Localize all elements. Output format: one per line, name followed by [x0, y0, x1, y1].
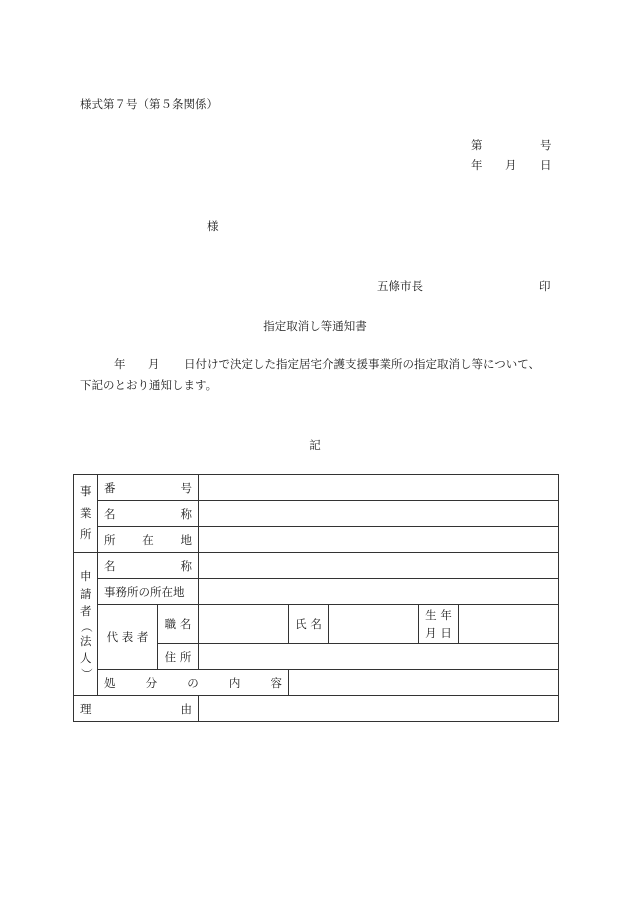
- issuer-name: 五條市長: [377, 279, 423, 293]
- disposition-label: 処 分 の 内 容: [98, 670, 289, 696]
- rep-birth-label: 生 年 月 日: [419, 605, 459, 644]
- office-number-label: 番 号: [98, 475, 199, 501]
- office-address-field[interactable]: [199, 527, 559, 553]
- rep-birth-field[interactable]: [459, 605, 559, 644]
- rep-title-field[interactable]: [199, 605, 289, 644]
- date-year: 年: [471, 158, 483, 172]
- reason-field[interactable]: [199, 696, 559, 722]
- page-title: 指定取消し等通知書: [263, 319, 367, 333]
- ki-heading: 記: [309, 438, 321, 452]
- applicant-address-field[interactable]: [199, 579, 559, 605]
- applicant-group-label: 申 請 者 （ 法 人 ）: [74, 553, 98, 696]
- applicant-address-label: 事務所の所在地: [98, 579, 199, 605]
- office-address-label: 所 在 地: [98, 527, 199, 553]
- addressee-suffix: 様: [207, 219, 219, 233]
- rep-name-field[interactable]: [329, 605, 419, 644]
- office-name-label: 名 称: [98, 501, 199, 527]
- reason-label: 理 由: [74, 696, 199, 722]
- date-day: 日: [540, 158, 552, 172]
- representative-label: 代 表 者: [98, 605, 158, 670]
- notice-table: [73, 474, 559, 722]
- body-month: 月: [148, 357, 160, 371]
- body-year: 年: [114, 357, 126, 371]
- rep-address-label: 住 所: [158, 644, 199, 670]
- doc-number-prefix: 第: [471, 138, 483, 152]
- body-line2: 下記のとおり通知します。: [80, 378, 218, 392]
- rep-name-label: 氏 名: [289, 605, 329, 644]
- body-line1: 日付けで決定した指定居宅介護支援事業所の指定取消し等について、: [184, 357, 541, 371]
- rep-address-field[interactable]: [199, 644, 559, 670]
- date-month: 月: [505, 158, 517, 172]
- applicant-name-field[interactable]: [199, 553, 559, 579]
- office-group-label: 事 業 所: [74, 475, 98, 553]
- disposition-field[interactable]: [289, 670, 559, 696]
- applicant-name-label: 名 称: [98, 553, 199, 579]
- office-name-field[interactable]: [199, 501, 559, 527]
- seal-mark: 印: [539, 279, 551, 293]
- rep-title-label: 職 名: [158, 605, 199, 644]
- form-number: 様式第７号（第５条関係）: [80, 97, 218, 111]
- doc-number-suffix: 号: [540, 138, 552, 152]
- office-number-field[interactable]: [199, 475, 559, 501]
